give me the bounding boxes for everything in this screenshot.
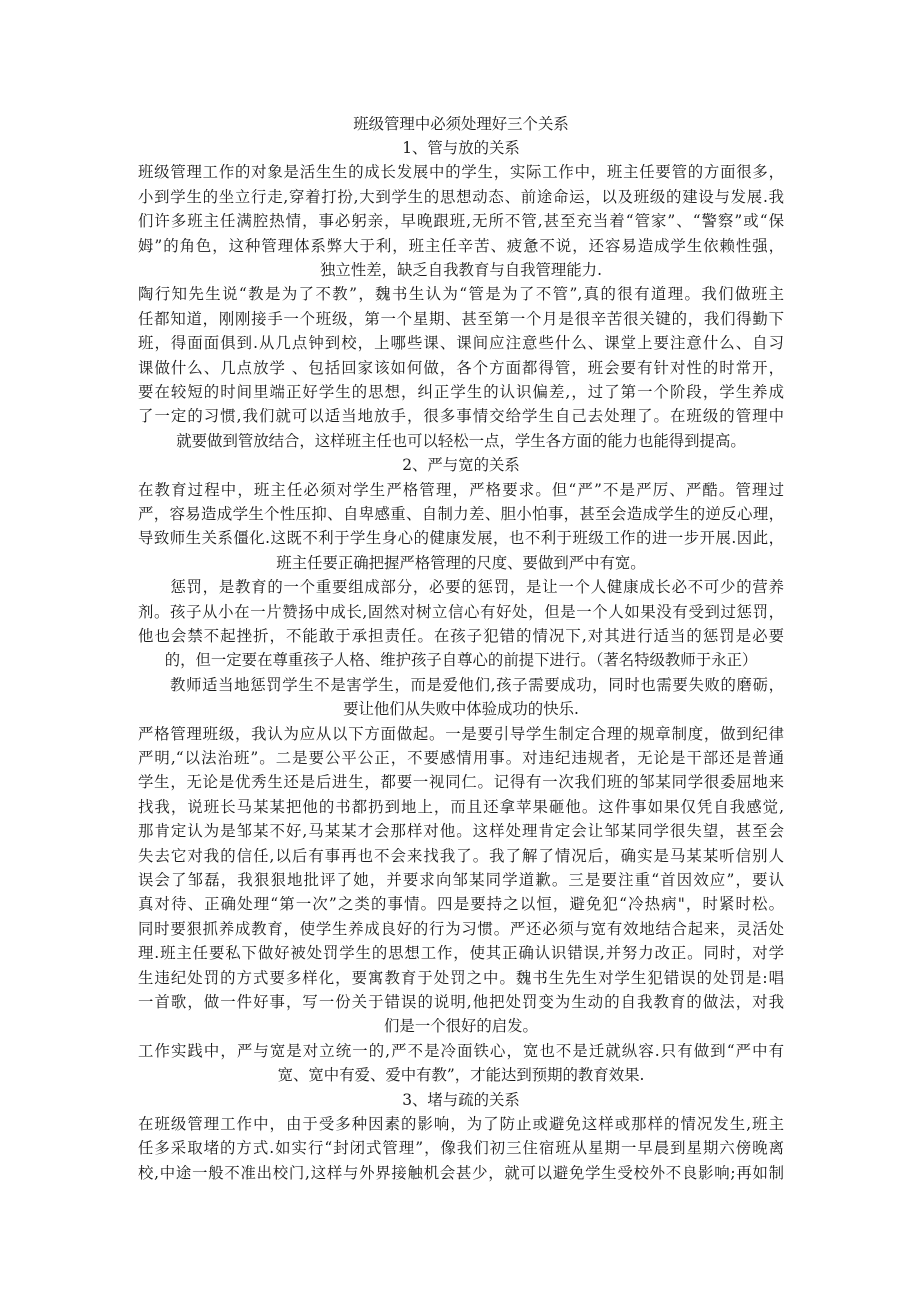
paragraph-line: 找我，说班长马某某把他的书都扔到地上，而且还拿苹果砸他。这件事如果仅凭自我感觉, xyxy=(138,797,784,816)
paragraph-line: 在班级管理工作中，由于受多种因素的影响，为了防止或避免这样或那样的情况发生,班主 xyxy=(138,1115,784,1133)
paragraph-line: 那肯定认为是邹某不好,马某某才会那样对他。这样处理肯定会让邹某同学很失望，甚至会 xyxy=(138,822,784,841)
paragraph-line: 严明,“以法治班”。二是要公平公正，不要感情用事。对违纪违规者，无论是干部还是普通 xyxy=(138,749,784,767)
paragraph-line: 他也会禁不起挫折，不能敢于承担责任。在孩子犯错的情况下,对其进行适当的惩罚是必要 xyxy=(138,627,784,645)
paragraph-line: 剂。孩子从小在一片赞扬中成长,固然对树立信心有好处，但是一个人如果没有受到过惩罚， xyxy=(138,602,784,621)
paragraph-line: 班级管理工作的对象是活生生的成长发展中的学生，实际工作中，班主任要管的方面很多， xyxy=(138,163,784,182)
paragraph-line: 独立性差，缺乏自我教育与自我管理能力. xyxy=(320,261,602,279)
paragraph-line: 们是一个很好的启发。 xyxy=(384,1017,538,1036)
paragraph-line: 就要做到管放结合，这样班主任也可以轻松一点，学生各方面的能力也能得到提高。 xyxy=(176,431,746,450)
paragraph-line: 理.班主任要私下做好被处罚学生的思想工作，使其正确认识错误,并努力改正。同时，对学 xyxy=(138,944,784,963)
section-heading: 2、严与宽的关系 xyxy=(402,456,520,475)
paragraph-line: 的，但一定要在尊重孩子人格、维护孩子自尊心的前提下进行。（著名特级教师于永正） xyxy=(164,651,758,670)
paragraph-line: 学生，无论是优秀生还是后进生，都要一视同仁。记得有一次我们班的邹某同学很委屈地来 xyxy=(138,773,784,792)
paragraph-line: 教师适当地惩罚学生不是害学生，而是爱他们,孩子需要成功，同时也需要失败的磨砺， xyxy=(138,675,784,694)
paragraph-line: 一首歌，做一件好事，写一份关于错误的说明,他把处罚变为生动的自我教育的做法，对我 xyxy=(138,993,784,1011)
paragraph-line: 课做什么、几点放学 、包括回家该如何做，各个方面都得管，班会要有针对性的时常开， xyxy=(138,358,784,377)
paragraph-line: 导致师生关系僵化.这既不利于学生身心的健康发展，也不利于班级工作的进一步开展.因此， xyxy=(138,529,784,548)
paragraph-line: 真对待、正确处理“第一次”之类的事情。四是要持之以恒，避免犯“冷热病"，时紧时松。 xyxy=(138,895,784,914)
document-title: 班级管理中必须处理好三个关系 xyxy=(353,115,569,133)
paragraph-line: 宽、宽中有爱、爱中有教”，才能达到预期的教育效果. xyxy=(277,1066,645,1085)
paragraph-line: 要在较短的时间里端正好学生的思想，纠正学生的认识偏差,，过了第一个阶段，学生养成 xyxy=(138,383,784,401)
paragraph-line: 陶行知先生说“教是为了不教”，魏书生认为“管是为了不管”,真的很有道理。我们做班主 xyxy=(138,285,784,304)
paragraph-line: 任都知道，刚刚接手一个班级，第一个星期、甚至第一个月是很辛苦很关键的，我们得勤下 xyxy=(138,309,784,328)
section-heading: 3、堵与疏的关系 xyxy=(402,1090,520,1109)
paragraph-line: 在教育过程中，班主任必须对学生严格管理，严格要求。但“严”不是严厉、严酷。管理过 xyxy=(138,480,784,499)
paragraph-line: 同时要狠抓养成教育，使学生养成良好的行为习惯。严还必须与宽有效地结合起来，灵活处 xyxy=(138,919,784,938)
paragraph-line: 严格管理班级，我认为应从以下方面做起。一是要引导学生制定合理的规章制度，做到纪律 xyxy=(138,724,784,743)
section-heading: 1、管与放的关系 xyxy=(402,139,520,157)
paragraph-line: 失去它对我的信任,以后有事再也不会来找我了。我了解了情况后，确实是马某某听信别人 xyxy=(138,846,784,865)
paragraph-line: 班主任要正确把握严格管理的尺度、要做到严中有宽。 xyxy=(276,553,646,572)
paragraph-line: 们许多班主任满腔热情，事必躬亲，早晚跟班,无所不管,甚至充当着“管家”、“警察”或“保 xyxy=(138,212,784,231)
paragraph-line: 严，容易造成学生个性压抑、自卑感重、自制力差、胆小怕事，甚至会造成学生的逆反心理， xyxy=(138,505,784,523)
paragraph-line: 惩罚，是教育的一个重要组成部分，必要的惩罚，是让一个人健康成长必不可少的营养 xyxy=(138,578,784,597)
paragraph-line: 小到学生的坐立行走,穿着打扮,大到学生的思想动态、前途命运，以及班级的建设与发展.我 xyxy=(138,187,784,206)
paragraph-line: 工作实践中，严与宽是对立统一的,严不是冷面铁心，宽也不是迁就纵容.只有做到“严中有 xyxy=(138,1041,784,1060)
paragraph-line: 要让他们从失败中体验成功的快乐. xyxy=(343,700,579,719)
paragraph-line: 姆”的角色，这种管理体系弊大于利，班主任辛苦、疲惫不说，还容易造成学生依赖性强， xyxy=(138,236,784,255)
paragraph-line: 生违纪处罚的方式要多样化，要寓教育于处罚之中。魏书生先生对学生犯错误的处罚是:唱 xyxy=(138,968,784,987)
paragraph-line: 了一定的习惯,我们就可以适当地放手，很多事情交给学生自己去处理了。在班级的管理中 xyxy=(138,407,784,426)
paragraph-line: 班，得面面俱到.从几点钟到校，上哪些课、课间应注意些什么、课堂上要注意什么、自习 xyxy=(138,334,784,353)
paragraph-line: 任多采取堵的方式.如实行“封闭式管理”，像我们初三住宿班从星期一早晨到星期六傍晚离 xyxy=(138,1139,784,1158)
paragraph-line: 误会了邹磊，我狠狠地批评了她，并要求向邹某同学道歉。三是要注重“首因效应”，要认 xyxy=(138,871,784,889)
paragraph-line: 校,中途一般不准出校门,这样与外界接触机会甚少，就可以避免学生受校外不良影响;再如制 xyxy=(138,1163,784,1182)
